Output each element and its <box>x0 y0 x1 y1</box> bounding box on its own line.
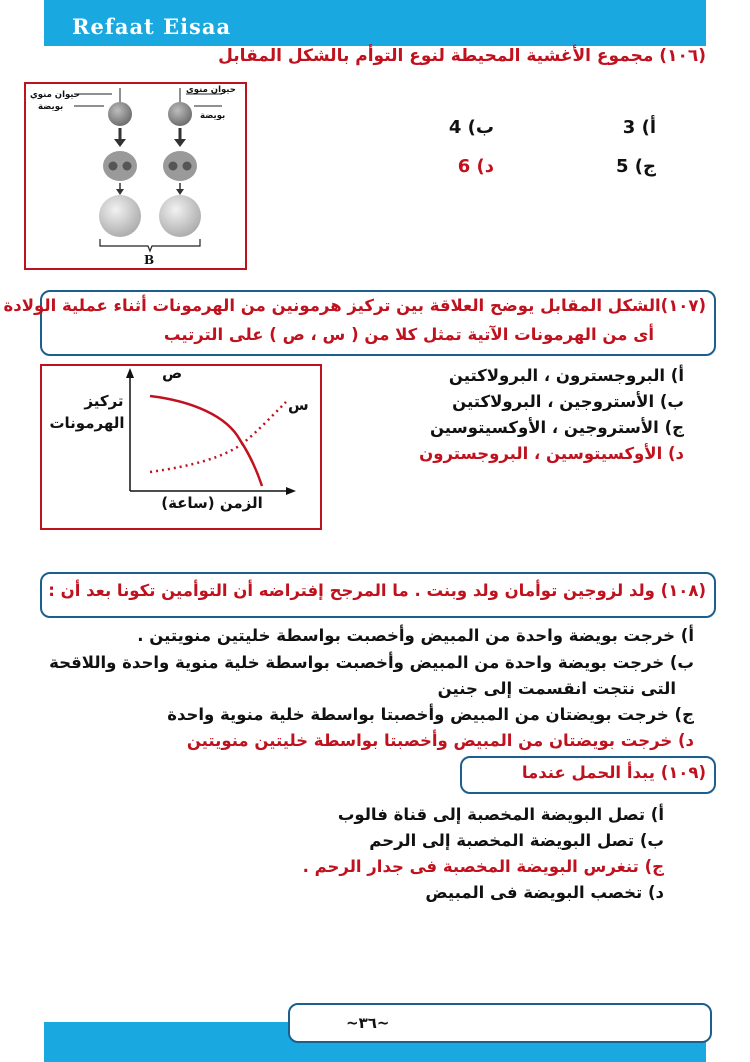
q107-question-line1: (١٠٧)الشكل المقابل يوضح العلاقة بين تركيز هرمونين من الهرمونات أثناء عملية الولادة <box>3 296 706 315</box>
q109-option-a[interactable]: أ) تصل البويضة المخصبة إلى قناة فالوب <box>337 805 664 824</box>
q106-option-b[interactable] <box>449 117 494 138</box>
q109-option-b[interactable]: ب) تصل البويضة المخصبة إلى الرحم <box>369 831 664 850</box>
q106-figure <box>24 82 247 270</box>
sperm-label-left: حيوان منوي <box>30 90 80 100</box>
series-sin-label: س <box>288 396 309 414</box>
q108-option-b-cont: التى نتجت انقسمت إلى جنين <box>437 679 676 698</box>
bracket-label: B <box>144 253 155 267</box>
q106-question: (١٠٦) مجموع الأغشية المحيطة لنوع التوأم بالشكل المقابل <box>218 46 706 66</box>
option-value: 5 <box>615 156 629 177</box>
x-axis-label: الزمن (ساعة) <box>161 494 263 512</box>
q106-option-d[interactable] <box>458 156 494 177</box>
q106-option-c[interactable] <box>616 156 656 177</box>
left-embryo <box>99 195 141 237</box>
egg-label-left: بويضة <box>38 102 64 112</box>
q106-option-a[interactable] <box>623 117 656 138</box>
series-sin-curve <box>150 402 286 472</box>
q107-option-c[interactable]: ج) الأستروجين ، الأوكسيتوسين <box>429 418 684 437</box>
egg-label-right: بويضة <box>200 111 226 121</box>
left-zygote <box>108 102 132 126</box>
q107-option-d[interactable]: د) الأوكسيتوسين ، البروجسترون <box>419 444 684 463</box>
hormone-chart-svg <box>42 366 320 528</box>
option-letter: ب) <box>467 117 494 138</box>
y-axis-label-1: تركيز <box>84 392 124 410</box>
right-embryo <box>159 195 201 237</box>
left-two-cell <box>103 151 137 181</box>
right-two-cell <box>163 151 197 181</box>
q109-question: (١٠٩) يبدأ الحمل عندما <box>521 763 706 782</box>
q109-option-d[interactable]: د) تخصب البويضة فى المبيض <box>425 883 664 902</box>
author-name: Refaat Eisaa <box>72 14 232 39</box>
page-number: ~٣٦~ <box>346 1014 390 1032</box>
q107-option-b[interactable]: ب) الأستروجين ، البرولاكتين <box>452 392 684 411</box>
x-axis-arrow <box>286 487 296 495</box>
bracket <box>100 239 200 251</box>
option-letter: ج) <box>634 156 656 177</box>
q108-option-a[interactable]: أ) خرجت بويضة واحدة من المبيض وأخصبت بواسطة خليتين منويتين . <box>137 626 694 645</box>
q109-option-c[interactable]: ج) تنغرس البويضة المخصبة فى جدار الرحم . <box>302 857 664 876</box>
q108-option-c[interactable]: ج) خرجت بويضتان من المبيض وأخصبتا بواسطة خلية منوية واحدة <box>167 705 694 724</box>
right-zygote <box>168 102 192 126</box>
option-letter: د) <box>476 156 494 177</box>
option-value: 6 <box>457 156 471 177</box>
q108-question: (١٠٨) ولد لزوجين توأمان ولد وبنت . ما المرجح إفتراضه أن التوأمين تكونا بعد أن : <box>48 581 706 600</box>
option-value: 3 <box>622 117 636 138</box>
sperm-label-right: حيوان منوي <box>186 85 236 95</box>
y-axis-label-2: الهرمونات <box>49 414 125 432</box>
q108-option-d[interactable]: د) خرجت بويضتان من المبيض وأخصبتا بواسطة خليتين منويتين <box>186 731 694 750</box>
q107-option-a[interactable]: أ) البروجسترون ، البرولاكتين <box>448 366 684 385</box>
q107-question-line2: أى من الهرمونات الآتية تمثل كلا من ( س ، ص ) على الترتيب <box>163 325 654 344</box>
twins-diagram <box>26 84 245 268</box>
series-sad-curve <box>150 396 262 486</box>
series-sad-label: ص <box>162 366 183 382</box>
hormone-chart <box>40 364 322 530</box>
option-letter: أ) <box>641 117 656 138</box>
y-axis-arrow <box>126 368 134 378</box>
option-value: 4 <box>448 117 462 138</box>
q108-option-b[interactable]: ب) خرجت بويضة واحدة من المبيض وأخصبت بواسطة خلية منوية واحدة واللاقحة <box>49 653 694 672</box>
